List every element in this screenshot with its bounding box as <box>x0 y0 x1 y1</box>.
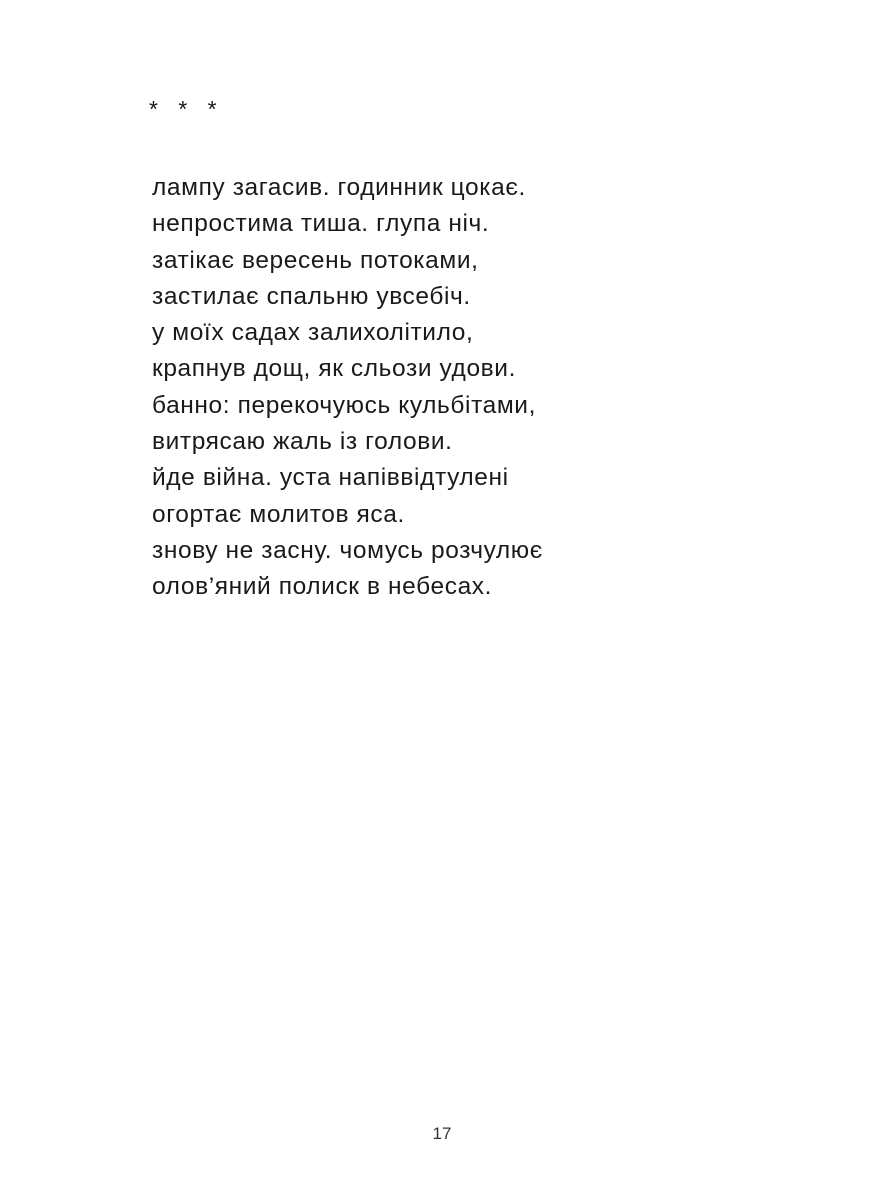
poem-line: олов’яний полиск в небесах. <box>152 573 493 601</box>
poem-line: затікає вересень потоками, <box>152 246 479 274</box>
poem-line: застилає спальню увсебіч. <box>152 282 471 310</box>
poem-line: непростима тиша. глупа ніч. <box>152 210 490 238</box>
poem-stanza <box>152 170 543 606</box>
page-number: 17 <box>432 1124 452 1143</box>
poem-line: знову не засну. чомусь розчулює <box>152 536 543 564</box>
poem-line: у моїх садах залихолітило, <box>152 319 474 347</box>
poem-line: огортає молитов яса. <box>152 500 405 528</box>
poem-line: йде війна. уста напіввідтулені <box>152 464 509 492</box>
poem-line: витрясаю жаль із голови. <box>152 428 453 456</box>
section-separator: * * * <box>149 96 217 122</box>
poem-line: крапнув дощ, як сльози удови. <box>152 355 516 383</box>
poem-line: лампу загасив. годинник цокає. <box>152 174 526 201</box>
poem-line: банно: перекочуюсь кульбітами, <box>152 391 536 419</box>
